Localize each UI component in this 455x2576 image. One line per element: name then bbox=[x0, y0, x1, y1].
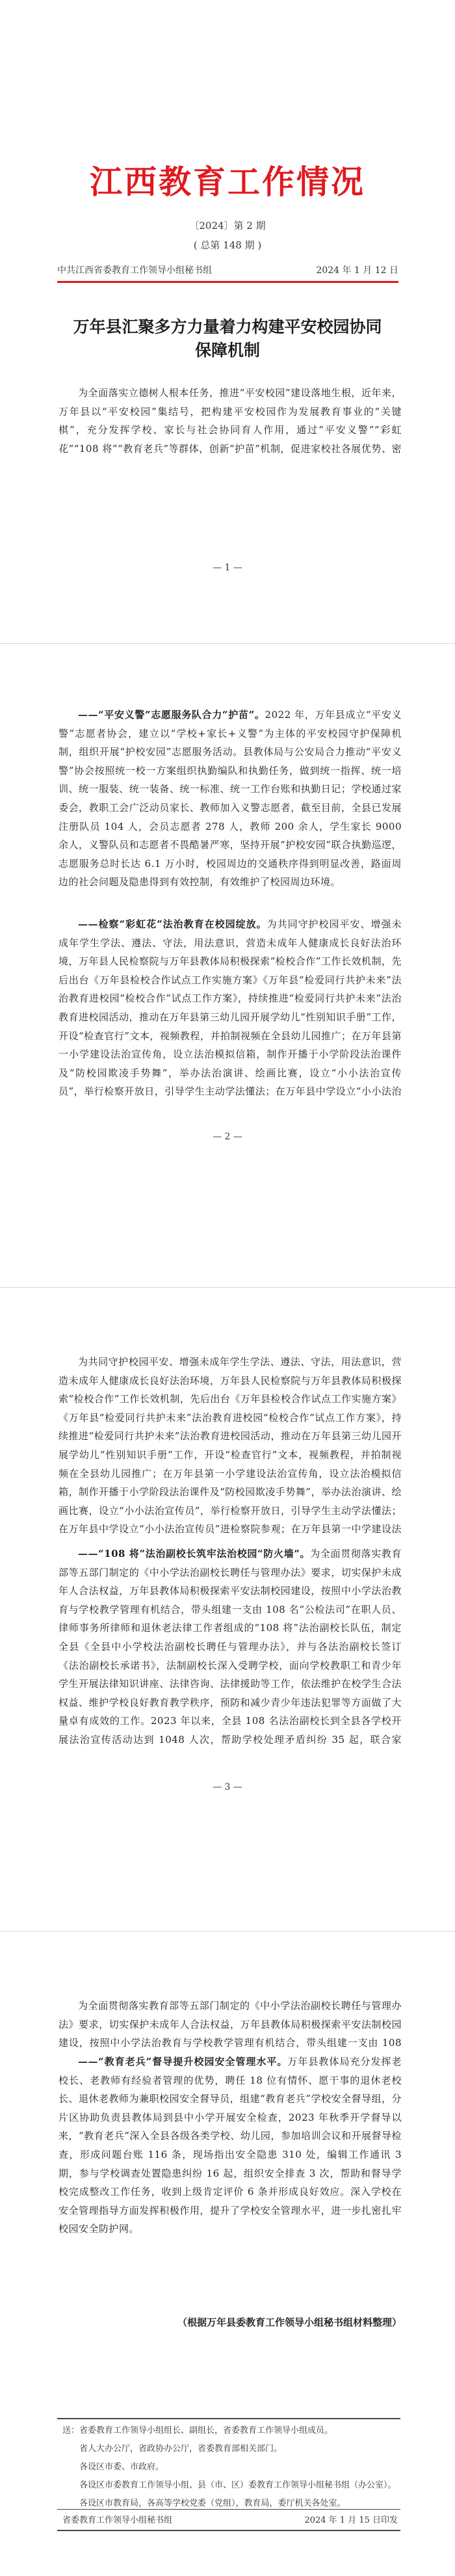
article-title-line-2: 保障机制 bbox=[194, 341, 260, 360]
section-body: 为共同守护校园平安、增强未成年学生学法、遵法、守法，用法意识，营造未成年人健康成长良好法治环境，万年县人民检察院与万年县教体局积极探索“检校合作”工作长效机制，先后出台《万年县检校合作试点工作实施方案》《万年县“检爱同行共护未来”法治教育进校园“检校合作”试点工作方案》，持续推进“检爱同行共护未来”法治教育进校园活动，推动在万年县第三幼儿园开展学幼儿“性别知识手册”工作，开设“检查官行”文本，视频教程，并拍制视频在全县幼儿园推广；在万年县第一小学建设法治宣传角，设立法治模拟信箱，制作开播于小学阶段法治课件及“防校园欺凌手势舞”，举办法治演讲、绘画比赛，设立“小小法治宣传员”，举行检察开放日，引导学生主动学法懂法；在万年县中学设立“小小法治 bbox=[58, 918, 402, 1098]
section-body: 2022 年，万年县成立“平安义警”志愿者协会，建立以“学校+家长+义警”为主体的平安校园守护保障机制，组织开展“护校安园”志愿服务活动。县教体局与公安局合力推动“平安义警”协会按照统一校一方案组织执勤编队和执勤任务，做到统一指挥、统一培训、统一服装、统一装备、统一标准、统一工作台账和执勤日记；学校通过家委会，教职工会广泛动员家长、教师加入义警志愿者，截至目前，全县已发展注册队员 104 人，会员志愿者 278 人，教师 200 余人，学生家长 9000 余人，义警队员和志愿者不畏酷暑严寒，坚持开展“护校安园”联合执勤巡逻，志愿服务总时长达 6.1 万小时，校园周边的交通秩序得到明显改善，路面周边的社会问题及隐患得到有效控制，有效维护了校园周边环境。 bbox=[58, 709, 402, 888]
footer-printer: 省委教育工作领导小组秘书组 bbox=[62, 2516, 173, 2525]
page-number: — 1 — bbox=[213, 563, 242, 573]
section-body-continued: 为全面贯彻落实教育部等五部门制定的《中小学法治副校长聘任与管理办法》要求，切实保护未成年人合法权益，万年县教体局积极探索平安法制校园建设，按照中小学法治教育与学校教学管理有机结合，带头组建一支由 108 bbox=[58, 2000, 402, 2049]
distribution-send-cont: 省人大办公厅，省政协办公厅，省委教育部相关部门。 bbox=[79, 2444, 283, 2454]
page-1 bbox=[0, 0, 455, 644]
section-heading: ——“平安义警”志愿服务队合力“护苗”。 bbox=[78, 709, 265, 721]
page-2 bbox=[0, 644, 455, 1288]
section-108-cont bbox=[58, 1997, 402, 2052]
page-number: — 2 — bbox=[213, 1132, 242, 1142]
issue-date: 2024 年 1 月 12 日 bbox=[316, 265, 398, 276]
distribution-cc-3: 各设区市教育局，各高等学校党委（党组），教育局，委厅机关各处室。 bbox=[79, 2499, 346, 2508]
distribution-list bbox=[62, 2422, 400, 2513]
distribution-cc-1: 各设区市委、市政府。 bbox=[79, 2462, 164, 2472]
section-education-veterans bbox=[58, 2052, 402, 2294]
section-108-vice-principals bbox=[58, 1545, 402, 1749]
section-rainbow-flower-cont bbox=[58, 1353, 402, 1539]
article-title-line-1: 万年县汇聚多方力量着力构建平安校园协同 bbox=[73, 317, 382, 336]
section-body-continued: 为共同守护校园平安、增强未成年学生学法、遵法、守法，用法意识，营造未成年人健康成长良好法治环境，万年县人民检察院与万年县教体局积极探索“检校合作”工作长效机制，先后出台《万年县检校合作试点工作实施方案》《万年县“检爱同行共护未来”法治教育进校园“检校合作”试点工作方案》，持续推进“检爱同行共护未来”法治教育进校园活动，推动在万年县第三幼儿园开展学幼儿“性别知识手册”工作，开设“检查官行”文本，视频教程，并拍制视频在全县幼儿园推广；在万年县第一小学建设法治宣传角，设立法治模拟信箱，制作开播于小学阶段法治课件及“防校园欺凌手势舞”，举办法治演讲、绘画比赛，设立“小小法治宣传员”，举行检察开放日，引导学生主动学法懂法；在万年县中学设立“小小法治宣传员”进检察院参观；在万年县第一中学建设法 bbox=[58, 1356, 402, 1535]
footer-bottom-rule bbox=[57, 2530, 400, 2531]
section-volunteer-police bbox=[58, 706, 402, 910]
section-body: 万年县教体局充分发挥老校长、老教师有经验者管理的优势，聘任 18 位有情怀、愿干事的退休老校长、退休老教师为兼职校园安全督导员，组建“教育老兵”学校安全督导组，分片区协助负责县教体局到县中小学开展安全检查，2023 年秋季开学督导以来，“教育老兵”深入全县各级各类学校、幼儿园，参加培训会议和开展督导检查，形成问题台账 116 条，现场指出安全隐患 310 处，编辑工作通讯 3 期，参与学校调查处置隐患纠纷 16 起，组织安全排查 3 次，帮助和督导学校完成整改工作任务，收到上级肯定评价 6 条并形成良好效应。深入学校在安全管理指导方面发挥积极作用，提升了学校安全管理水平，进一步扎密扎牢校园安全防护网。 bbox=[58, 2056, 402, 2235]
masthead-title: 江西教育工作情况 bbox=[90, 163, 365, 201]
publisher-name: 中共江西省委教育工作领导小组秘书组 bbox=[57, 265, 212, 276]
page-3 bbox=[0, 1288, 455, 1932]
section-heading: ——“教育老兵”督导提升校园安全管理水平。 bbox=[78, 2056, 288, 2067]
section-body: 为全面贯彻落实教育部等五部门制定的《中小学法治副校长聘任与管理办法》要求，切实保护未成年人合法权益，万年县教体局积极探索平安法制校园建设，按照中小学法治教育与学校教学管理有机结合，带头组建一支由 108 名“公检法司”在职人员、律师事务所律师和退休老法律工作者组成的“108 将”法治副校长队伍，制定全县《全县中小学校法治副校长聘任与管理办法》，并与各法治副校长签订《法治副校长承诺书》，法制副校长深入受聘学校，面向学校教职工和青少年学生开展法律知识讲座、法律咨询、法律援助等工作，依法维护在校学生合法权益、维护学校良好教育教学秩序，预防和减少青少年违法犯罪等方面做了大量卓有成效的工作。2023 年以来，全县 108 名法治副校长到全县各学校开展法治宣传活动达到 1048 人次，帮助学校处理矛盾纠纷 35 起，联合家 bbox=[58, 1548, 402, 1746]
section-heading: ——检察“彩虹花”法治教育在校园绽放。 bbox=[78, 918, 267, 930]
source-note: （根据万年县委教育工作领导小组秘书组材料整理） bbox=[177, 2317, 402, 2328]
footer-print-date: 2024 年 1 月 15 日印发 bbox=[304, 2516, 398, 2525]
total-issue-number: ( 总第 148 期 ) bbox=[193, 239, 262, 251]
issue-number: 〔2024〕第 2 期 bbox=[189, 220, 266, 232]
section-heading: ——“108 将”法治副校长筑牢法治校园“防火墙”。 bbox=[78, 1548, 311, 1560]
masthead-rule bbox=[57, 281, 398, 283]
footer-top-rule bbox=[57, 2509, 400, 2510]
distribution-top-rule bbox=[57, 2418, 400, 2419]
section-rainbow-flower bbox=[58, 915, 402, 1101]
page-number: — 3 — bbox=[213, 1782, 242, 1792]
intro-paragraph: 为全面落实立德树人根本任务，推进“平安校园”建设落地生根，近年来，万年县以“平安校园”集结号，把构建平安校园作为发展教育事业的“关键棋”，充分发挥学校、家长与社会协同育人作用，通过“平安义警”“彩虹花”“108 将”“教育老兵”等群体，创新“护苗”机制，促进家校社各展优势、密 bbox=[58, 387, 402, 455]
distribution-send: 送：省委教育工作领导小组组长、副组长，省委教育工作领导小组成员。 bbox=[62, 2426, 333, 2436]
distribution-cc-2: 各设区市委教育工作领导小组、县（市、区）委教育工作领导小组秘书组（办公室）。 bbox=[79, 2480, 396, 2490]
article-title bbox=[65, 315, 390, 362]
